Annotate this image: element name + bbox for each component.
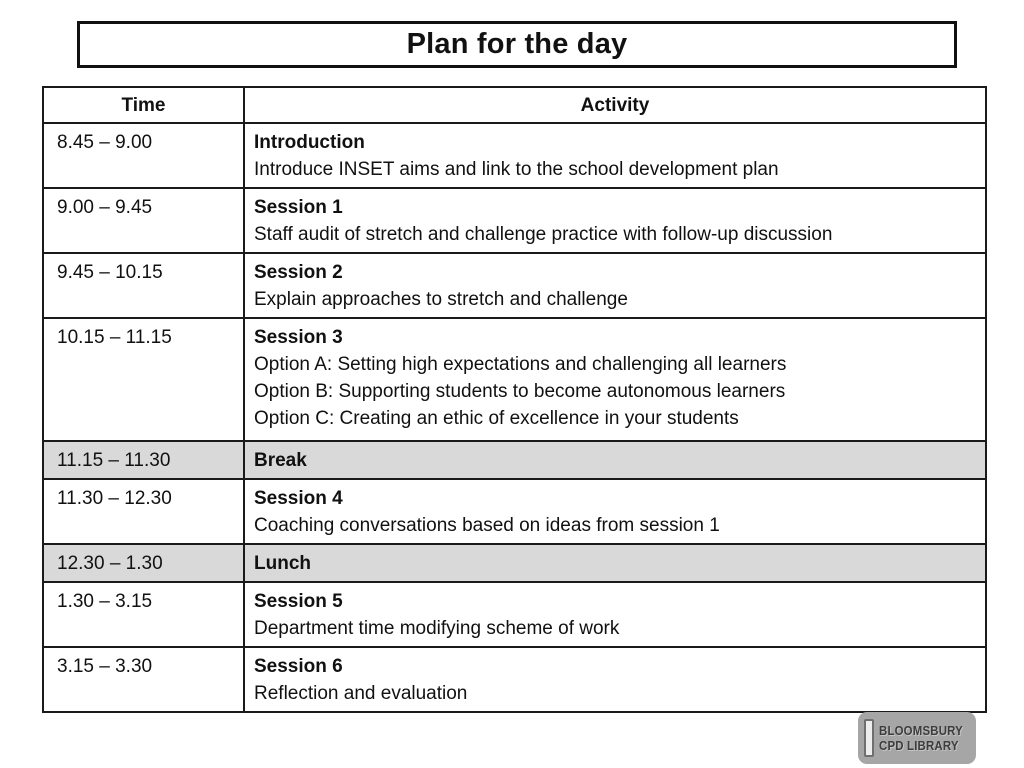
activity-title: Session 6 — [254, 656, 343, 677]
activity-cell — [244, 582, 986, 647]
table-row-session-5 — [43, 582, 986, 647]
table-row-lunch — [43, 544, 986, 582]
page-title: Plan for the day — [406, 28, 628, 60]
activity-line: Option A: Setting high expectations and challenging all learners — [254, 354, 787, 375]
activity-cell — [244, 441, 986, 479]
time-cell: 9.00 – 9.45 — [43, 188, 244, 253]
activity-line: Department time modifying scheme of work — [254, 618, 620, 639]
logo-line-cpd-library: CPD LIBRARY — [879, 738, 959, 753]
activity-title: Break — [254, 450, 307, 471]
book-grid-icon — [864, 719, 874, 757]
column-header-time: Time — [43, 87, 244, 123]
column-header-activity: Activity — [244, 87, 986, 123]
activity-cell — [244, 544, 986, 582]
activity-title: Session 2 — [254, 262, 343, 283]
time-cell: 1.30 – 3.15 — [43, 582, 244, 647]
table-header-row — [43, 87, 986, 123]
activity-line: Staff audit of stretch and challenge practice with follow-up discussion — [254, 224, 833, 245]
table-row-session-3 — [43, 318, 986, 441]
schedule-table — [42, 86, 987, 713]
activity-cell — [244, 123, 986, 188]
activity-cell — [244, 188, 986, 253]
time-cell: 8.45 – 9.00 — [43, 123, 244, 188]
activity-cell — [244, 318, 986, 441]
logo-line-bloomsbury: BLOOMSBURY — [879, 723, 963, 738]
time-cell: 10.15 – 11.15 — [43, 318, 244, 441]
activity-line: Option B: Supporting students to become autonomous learners — [254, 381, 786, 402]
activity-cell — [244, 479, 986, 544]
activity-cell — [244, 647, 986, 712]
activity-title: Introduction — [254, 132, 365, 153]
activity-title: Session 4 — [254, 488, 343, 509]
activity-line: Reflection and evaluation — [254, 683, 468, 704]
table-row-session-1 — [43, 188, 986, 253]
activity-title: Session 5 — [254, 591, 343, 612]
activity-cell — [244, 253, 986, 318]
logo-text — [879, 723, 963, 753]
activity-line: Explain approaches to stretch and challenge — [254, 289, 628, 310]
time-cell: 11.30 – 12.30 — [43, 479, 244, 544]
time-cell: 9.45 – 10.15 — [43, 253, 244, 318]
table-row-session-6 — [43, 647, 986, 712]
table-row-session-4 — [43, 479, 986, 544]
table-row-break — [43, 441, 986, 479]
activity-line: Option C: Creating an ethic of excellence in your students — [254, 408, 739, 429]
activity-title: Session 3 — [254, 327, 343, 348]
time-cell: 12.30 – 1.30 — [43, 544, 244, 582]
time-cell: 3.15 – 3.30 — [43, 647, 244, 712]
activity-title: Session 1 — [254, 197, 343, 218]
cpd-library-logo — [858, 712, 976, 764]
time-cell: 11.15 – 11.30 — [43, 441, 244, 479]
activity-line: Coaching conversations based on ideas from session 1 — [254, 515, 720, 536]
activity-line: Introduce INSET aims and link to the school development plan — [254, 159, 779, 180]
table-row-session-2 — [43, 253, 986, 318]
table-row-introduction — [43, 123, 986, 188]
slide-title-box — [77, 21, 957, 68]
activity-title: Lunch — [254, 553, 311, 574]
